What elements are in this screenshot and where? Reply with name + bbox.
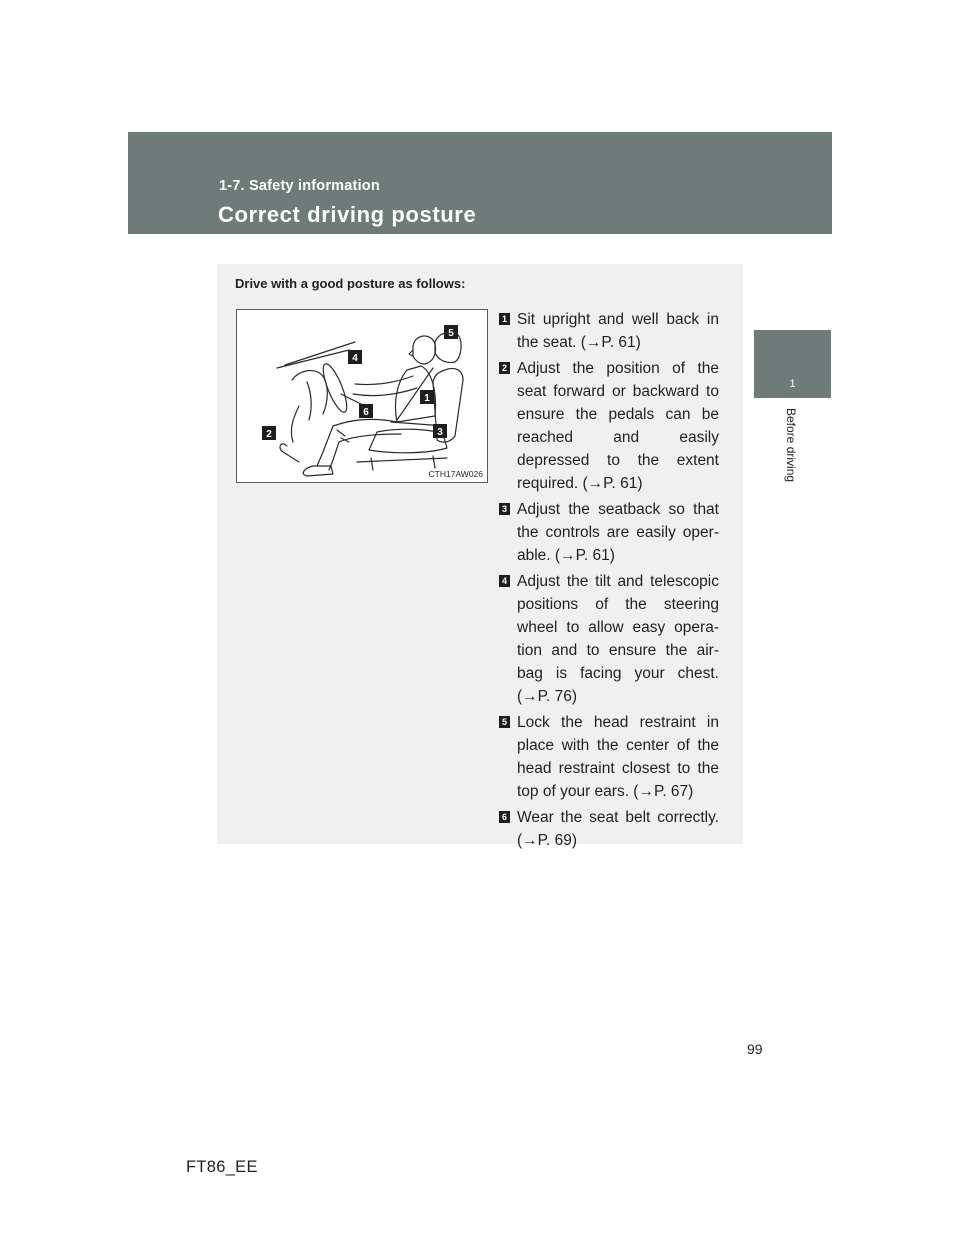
posture-checklist — [499, 308, 719, 855]
list-item — [499, 498, 719, 567]
item-text: Adjust the tilt and telescopic positions of the steering wheel to allow easy opera-tion and to ensure the air-bag is facing your chest. (→P. 76) — [517, 573, 719, 705]
list-item — [499, 570, 719, 708]
page-title: Correct driving posture — [218, 202, 477, 227]
number-4-icon: 4 — [499, 575, 510, 587]
callout-5: 5 — [448, 328, 454, 339]
number-5-icon: 5 — [499, 716, 510, 728]
callout-3: 3 — [437, 427, 443, 438]
section-label: 1-7. Safety information — [219, 178, 380, 194]
number-3-icon: 3 — [499, 503, 510, 515]
chapter-label-container — [782, 408, 802, 498]
chapter-tab[interactable] — [754, 330, 831, 398]
chapter-number: 1 — [789, 378, 796, 390]
page-header — [128, 132, 832, 234]
item-text: Adjust the position of the seat forward or backward to ensure the pedals can be reached and easily depressed to the extent required. (→P. 61) — [517, 360, 719, 492]
document-code: FT86_EE — [186, 1158, 258, 1176]
number-1-icon: 1 — [499, 313, 510, 325]
callout-2: 2 — [266, 429, 272, 440]
figure-code: CTH17AW026 — [428, 469, 483, 479]
chapter-label: Before driving — [784, 408, 798, 483]
intro-text: Drive with a good posture as follows: — [235, 276, 466, 291]
list-item — [499, 308, 719, 354]
list-item — [499, 357, 719, 495]
list-item — [499, 806, 719, 852]
list-item — [499, 711, 719, 803]
posture-drawing — [237, 310, 487, 482]
item-text: Adjust the seatback so that the controls are easily oper-able. (→P. 61) — [517, 501, 719, 564]
callout-6: 6 — [363, 407, 369, 418]
item-text: Lock the head restraint in place with the center of the head restraint closest to the top of your ears. (→P. 67) — [517, 714, 719, 800]
number-2-icon: 2 — [499, 362, 510, 374]
page-number: 99 — [747, 1041, 763, 1057]
content-panel — [217, 264, 743, 849]
driving-posture-illustration — [236, 309, 488, 483]
callout-1: 1 — [424, 393, 430, 404]
callout-4: 4 — [352, 353, 358, 364]
number-6-icon: 6 — [499, 811, 510, 823]
item-text: Sit upright and well back in the seat. (→P. 61) — [517, 311, 719, 351]
item-text: Wear the seat belt correctly. (→P. 69) — [517, 809, 719, 849]
